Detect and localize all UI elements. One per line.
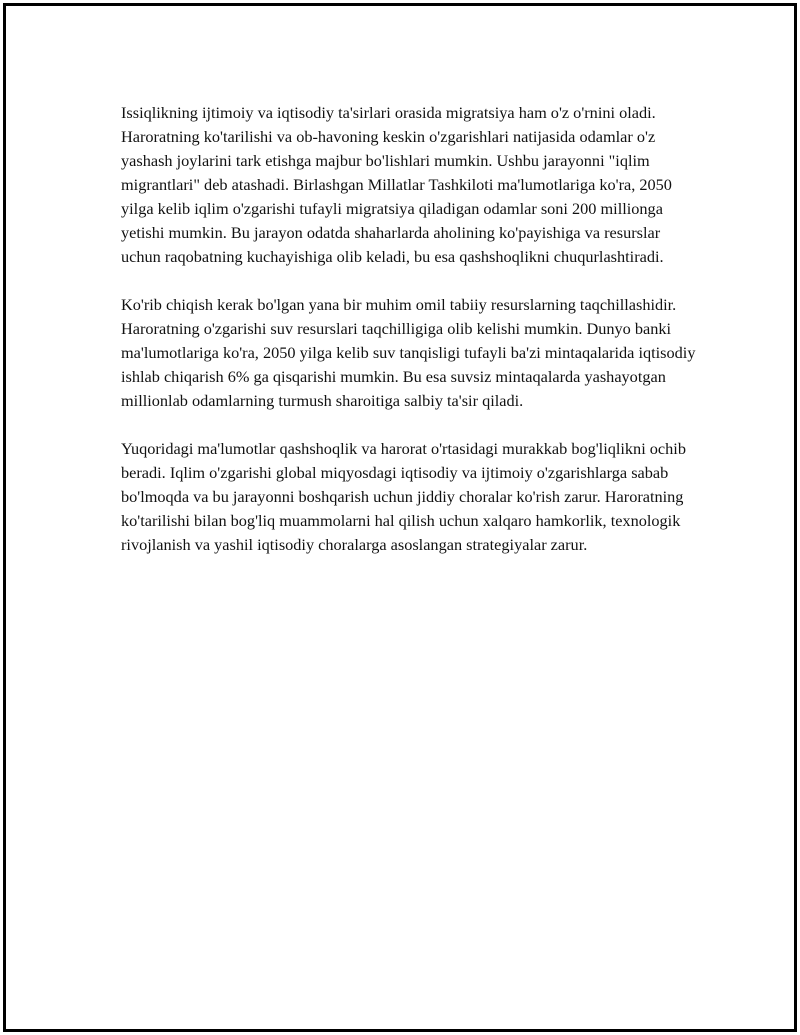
document-body [121, 101, 701, 581]
paragraph-migration: Issiqlikning ijtimoiy va iqtisodiy ta'sirlari orasida migratsiya ham o'z o'rnini oladi. Haroratning ko'tarilishi va ob-havoning keskin o'zgarishlari natijasida odamlar o'z yashash joylarini tark etishga majbur bo'lishlari mumkin. Ushbu jarayonni "iqlim migrantlari" deb atashadi. Birlashgan Millatlar Tashkiloti ma'lumotlariga ko'ra, 2050 yilga kelib iqlim o'zgarishi tufayli migratsiya qiladigan odamlar soni 200 millionga yetishi mumkin. Bu jarayon odatda shaharlarda aholining ko'payishiga va resurslar uchun raqobatning kuchayishiga olib keladi, bu esa qashshoqlikni chuqurlashtiradi. [121, 103, 672, 266]
page-border [3, 3, 797, 1032]
paragraph-resources: Ko'rib chiqish kerak bo'lgan yana bir muhim omil tabiiy resurslarning taqchillashidir. Haroratning o'zgarishi suv resurslari taqchilligiga olib kelishi mumkin. Dunyo banki ma'lumotlariga ko'ra, 2050 yilga kelib suv tanqisligi tufayli ba'zi mintaqalarida iqtisodiy ishlab chiqarish 6% ga qisqarishi mumkin. Bu esa suvsiz mintaqalarda yashayotgan millionlab odamlarning turmush sharoitiga salbiy ta'sir qiladi. [121, 295, 696, 410]
paragraph-conclusion: Yuqoridagi ma'lumotlar qashshoqlik va harorat o'rtasidagi murakkab bog'liqlikni ochib beradi. Iqlim o'zgarishi global miqyosdagi iqtisodiy va ijtimoiy o'zgarishlarga sabab bo'lmoqda va bu jarayonni boshqarish uchun jiddiy choralar ko'rish zarur. Haroratning ko'tarilishi bilan bog'liq muammolarni hal qilish uchun xalqaro hamkorlik, texnologik rivojlanish va yashil iqtisodiy choralarga asoslangan strategiyalar zarur. [121, 439, 686, 554]
